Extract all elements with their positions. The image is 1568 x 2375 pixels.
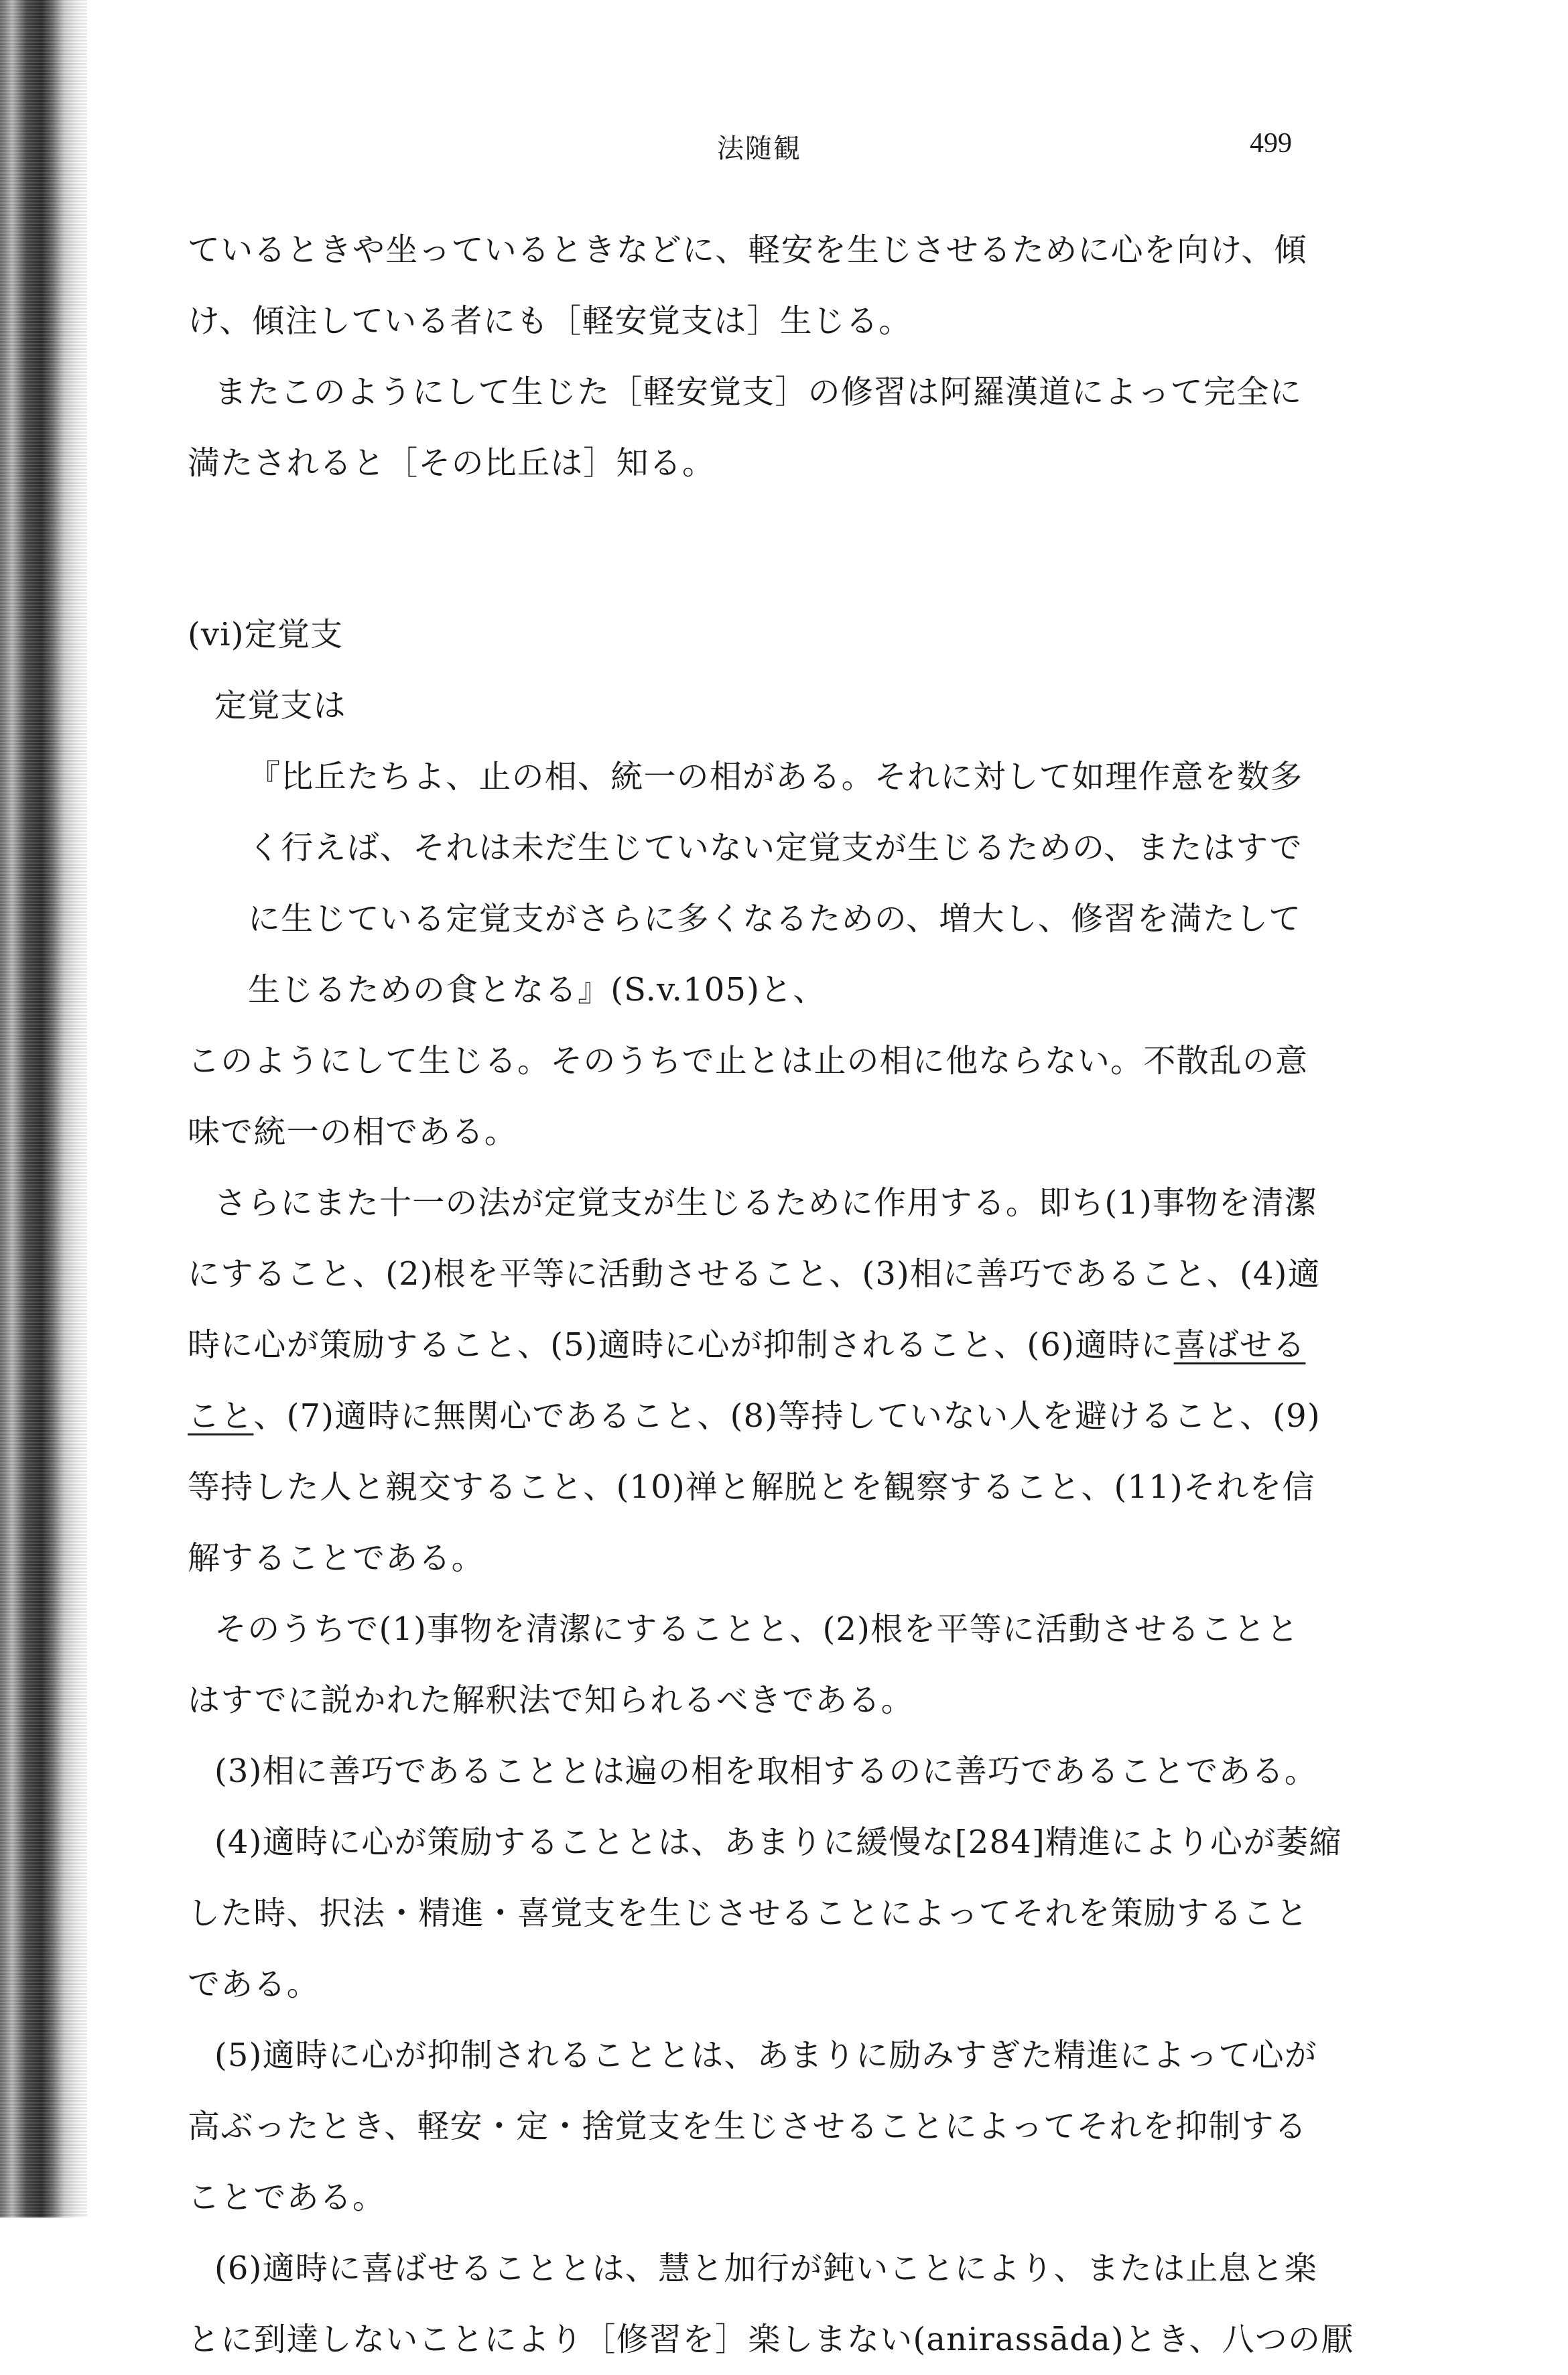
text-line: した時、択法・精進・喜覚支を生じさせることによってそれを策励すること	[188, 1895, 1309, 1932]
text-line: 定覚支は	[214, 687, 346, 724]
paragraph-line: またこのようにして生じた［軽安覚支］の修習は阿羅漢道によって完全に	[214, 373, 1303, 411]
text-line: とに到達しないことにより［修習を］楽しまない(anirassāda)とき、八つの厭	[188, 2321, 1354, 2358]
text-line: 等持した人と親交すること、(10)禅と解脱とを観察すること、(11)それを信	[188, 1468, 1315, 1506]
section-heading: (vi)定覚支	[188, 616, 344, 653]
text-line: このようにして生じる。そのうちで止とは止の相に他ならない。不散乱の意	[188, 1042, 1309, 1080]
text-line: 高ぶったとき、軽安・定・捨覚支を生じさせることによってそれを抑制する	[188, 2108, 1307, 2145]
text-line: にすること、(2)根を平等に活動させること、(3)相に善巧であること、(4)適	[188, 1255, 1321, 1293]
page-number: 499	[1250, 128, 1292, 159]
quote-line: に生じている定覚支がさらに多くなるための、増大し、修習を満たして	[248, 900, 1302, 938]
quote-line: 生じるための食となる』(S.v.105)と、	[248, 971, 826, 1009]
paragraph-line: さらにまた十一の法が定覚支が生じるために作用する。即ち(1)事物を清潔	[214, 1184, 1317, 1222]
text-line: 満たされると［その比丘は］知る。	[188, 444, 716, 482]
paragraph-line: (3)相に善巧であることとは遍の相を取相するのに善巧であることである。	[214, 1752, 1317, 1790]
text-line: 解することである。	[188, 1539, 484, 1577]
text-segment: 、(7)適時に無関心であること、(8)等持していない人を避けること、(9)	[253, 1397, 1321, 1435]
quote-line: く行えば、それは未だ生じていない定覚支が生じるための、またはすで	[248, 829, 1303, 866]
text-segment: 時に心が策励すること、(5)適時に心が抑制されること、(6)適時に	[188, 1326, 1174, 1364]
text-line: け、傾注している者にも［軽安覚支は］生じる。	[188, 302, 912, 340]
running-title: 法随観	[717, 133, 801, 164]
underlined-text: 喜ばせる	[1173, 1326, 1306, 1364]
running-header	[0, 127, 1568, 168]
text-line: ことである。	[188, 2179, 386, 2216]
paragraph-line: (5)適時に心が抑制されることとは、あまりに励みすぎた精進によって心が	[214, 2037, 1317, 2074]
paragraph-line: そのうちで(1)事物を清潔にすることと、(2)根を平等に活動させることと	[214, 1610, 1299, 1648]
text-line: 味で統一の相である。	[188, 1113, 518, 1151]
paragraph-line: (6)適時に喜ばせることとは、慧と加行が鈍いことにより、または止息と楽	[214, 2250, 1317, 2287]
quote-line: 『比丘たちよ、止の相、統一の相がある。それに対して如理作意を数多	[248, 758, 1303, 795]
paragraph-line: (4)適時に心が策励することとは、あまりに緩慢な[284]精進により心が萎縮	[214, 1823, 1342, 1861]
text-line	[188, 1309, 1340, 1381]
page-body	[188, 214, 1354, 2375]
scan-gutter-texture	[0, 0, 87, 2218]
text-line: ているときや坐っているときなどに、軽安を生じさせるために心を向け、傾	[188, 231, 1307, 269]
underlined-text: こと	[188, 1397, 254, 1435]
text-line	[188, 1381, 1340, 1452]
text-line: はすでに説かれた解釈法で知られるべきである。	[188, 1681, 914, 1719]
text-line: である。	[188, 1966, 320, 2003]
